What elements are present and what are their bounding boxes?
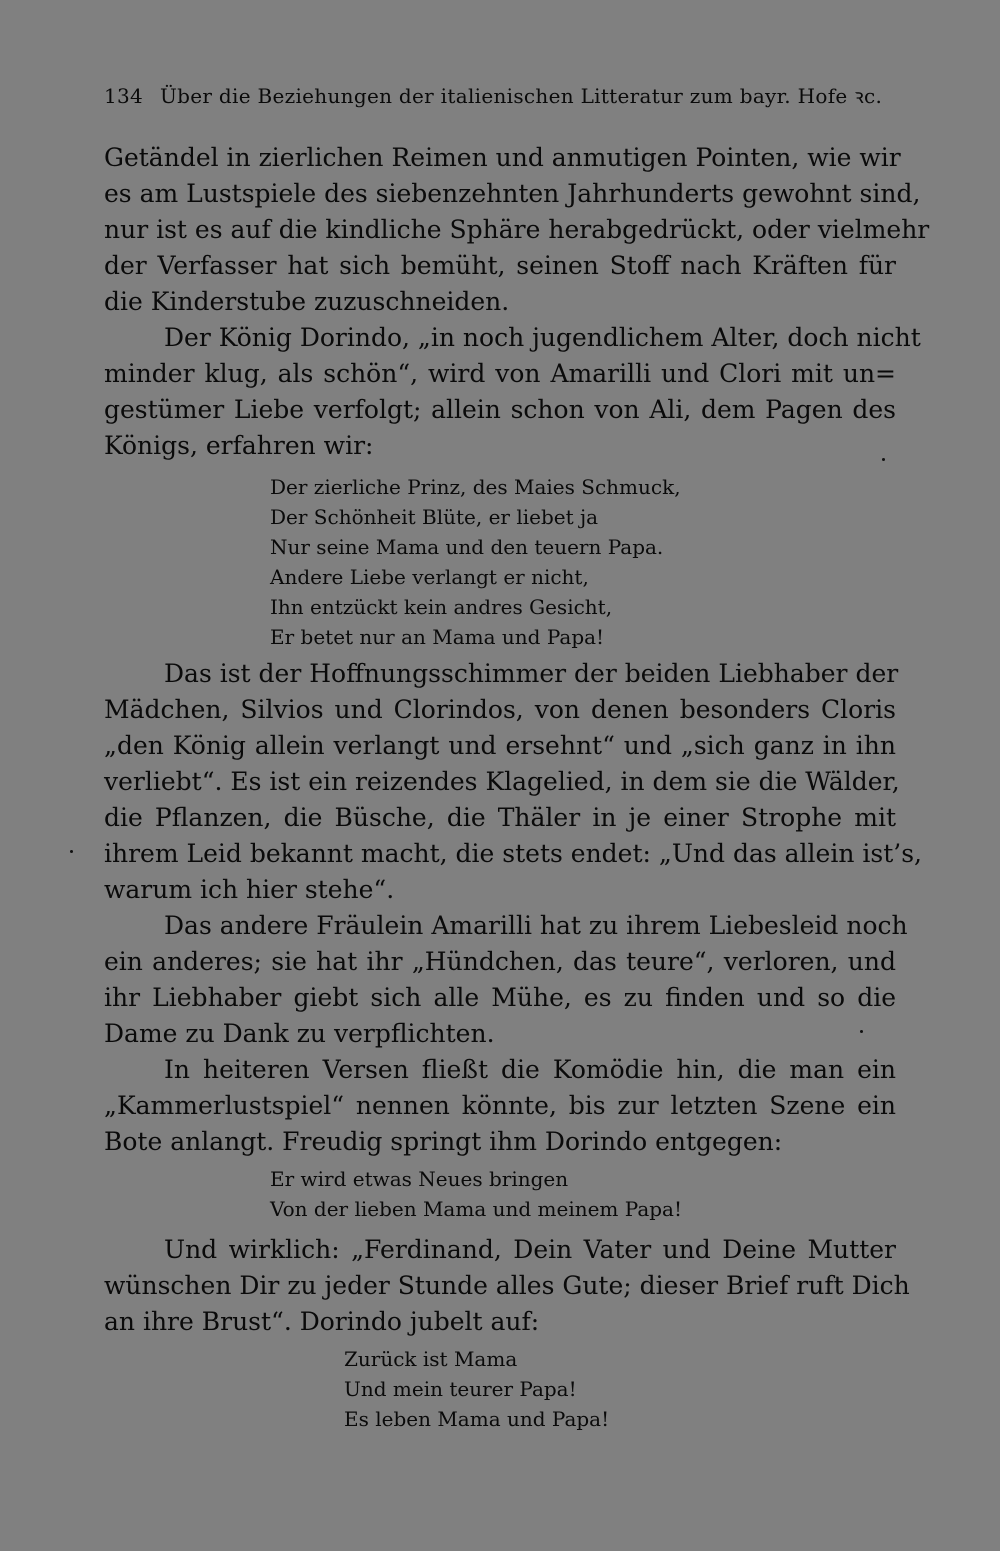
text-line: ihr Liebhaber giebt sich alle Mühe, es zu finden und so die <box>104 983 896 1012</box>
text-line: Bote anlangt. Freudig springt ihm Dorindo entgegen: <box>104 1127 783 1156</box>
verse-line: Zurück ist Mama <box>344 1347 518 1371</box>
text-line: warum ich hier stehe“. <box>104 875 395 904</box>
scan-speck <box>70 850 73 853</box>
text-line: die Kinderstube zuzuschneiden. <box>104 287 510 316</box>
text-line: minder klug, als schön“, wird von Amarilli und Clori mit un= <box>104 359 896 388</box>
text-line: Und wirklich: „Ferdinand, Dein Vater und Deine Mutter <box>164 1235 896 1264</box>
text-line: es am Lustspiele des siebenzehnten Jahrhunderts gewohnt sind, <box>104 179 921 208</box>
verse-line: Er betet nur an Mama und Papa! <box>270 625 605 649</box>
verse-line: Von der lieben Mama und meinem Papa! <box>270 1197 683 1221</box>
text-line: Das ist der Hoffnungsschimmer der beiden Liebhaber der <box>164 659 899 688</box>
text-line: Dame zu Dank zu verpflichten. <box>104 1019 495 1048</box>
verse-line: Der Schönheit Blüte, er liebet ja <box>270 505 599 529</box>
verse-line: Und mein teurer Papa! <box>344 1377 577 1401</box>
text-line: an ihre Brust“. Dorindo jubelt auf: <box>104 1307 540 1336</box>
verse-line: Es leben Mama und Papa! <box>344 1407 610 1431</box>
text-line: Das andere Fräulein Amarilli hat zu ihrem Liebesleid noch <box>164 911 908 940</box>
running-header <box>104 82 883 109</box>
verse-line: Ihn entzückt kein andres Gesicht, <box>270 595 613 619</box>
text-line: die Pflanzen, die Büsche, die Thäler in je einer Strophe mit <box>104 803 896 832</box>
text-line: „den König allein verlangt und ersehnt“ und „sich ganz in ihn <box>104 731 896 760</box>
text-line: ihrem Leid bekannt macht, die stets endet: „Und das allein ist’s, <box>104 839 922 868</box>
scan-speck <box>882 458 885 461</box>
text-line: verliebt“. Es ist ein reizendes Klagelied, in dem sie die Wälder, <box>104 767 900 796</box>
text-line: Getändel in zierlichen Reimen und anmutigen Pointen, wie wir <box>104 143 901 172</box>
text-line: wünschen Dir zu jeder Stunde alles Gute; dieser Brief ruft Dich <box>104 1271 910 1300</box>
text-line: In heiteren Versen fließt die Komödie hin, die man ein <box>164 1055 896 1084</box>
text-line: Der König Dorindo, „in noch jugendlichem Alter, doch nicht <box>164 323 921 352</box>
text-line: „Kammerlustspiel“ nennen könnte, bis zur letzten Szene ein <box>104 1091 896 1120</box>
verse-line: Nur seine Mama und den teuern Papa. <box>270 535 664 559</box>
text-line: Königs, erfahren wir: <box>104 431 374 460</box>
text-line: gestümer Liebe verfolgt; allein schon von Ali, dem Pagen des <box>104 395 896 424</box>
running-title: Über die Beziehungen der italienischen Litteratur zum bayr. Hofe ꝛc. <box>160 84 883 108</box>
verse-line: Andere Liebe verlangt er nicht, <box>270 565 589 589</box>
verse-line: Er wird etwas Neues bringen <box>270 1167 569 1191</box>
page-number: 134 <box>104 84 144 108</box>
verse-line: Der zierliche Prinz, des Maies Schmuck, <box>270 475 681 499</box>
text-line: der Verfasser hat sich bemüht, seinen Stoff nach Kräften für <box>104 251 896 280</box>
text-line: nur ist es auf die kindliche Sphäre herabgedrückt, oder vielmehr <box>104 215 930 244</box>
scan-speck <box>860 1030 863 1033</box>
text-line: Mädchen, Silvios und Clorindos, von denen besonders Cloris <box>104 695 896 724</box>
text-line: ein anderes; sie hat ihr „Hündchen, das teure“, verloren, und <box>104 947 896 976</box>
